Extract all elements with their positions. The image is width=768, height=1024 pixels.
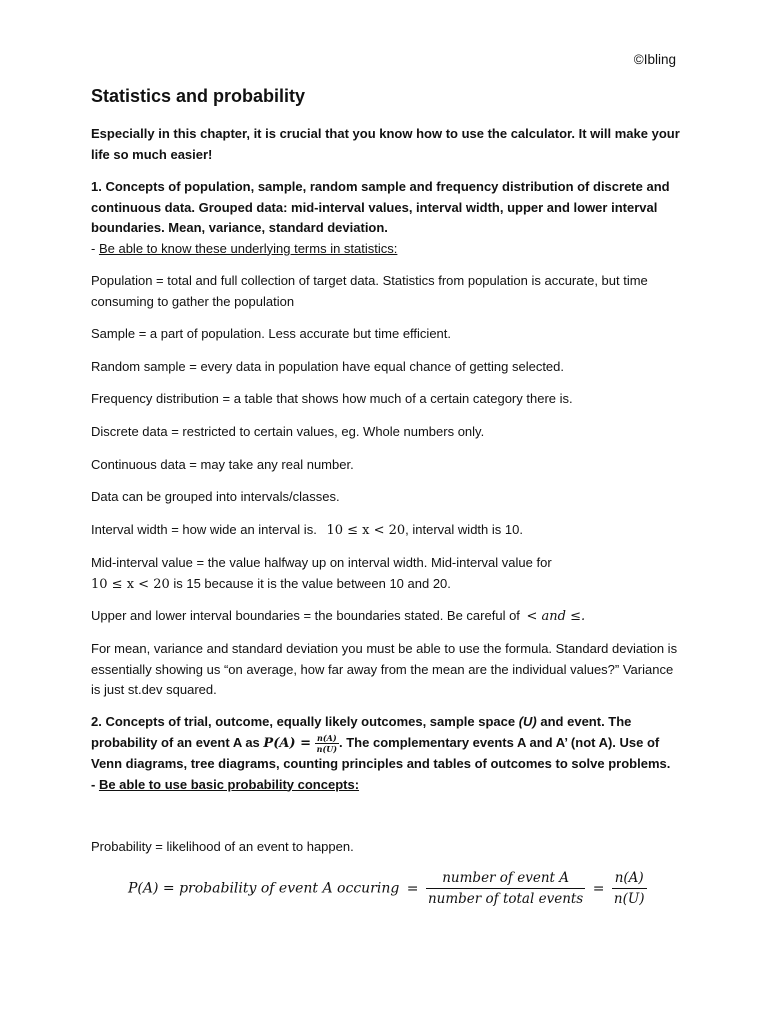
section1-block: 1. Concepts of population, sample, random sample and frequency distribution of discrete and continuous data. Grouped data: mid-interval values, interval width, upper and lower interval boundaries. Mean, variance, standard deviation. - Be able to know these underlying terms in statistics: <box>91 179 670 256</box>
formula-fraction-symbols-numerator: n(A) <box>612 868 647 889</box>
continuous-data-definition: Continuous data = may take any real number. <box>91 457 354 472</box>
sample-definition: Sample = a part of population. Less accurate but time efficient. <box>91 326 452 341</box>
mean-variance-paragraph: For mean, variance and standard deviation you must be able to use the formula. Standard deviation is essentially showing us “on average, how far away from the mean are the individual values?” Variance is just st.dev squared. <box>91 641 678 697</box>
population-definition: Population = total and full collection of target data. Statistics from population is accurate, but time consuming to gather the population <box>91 273 648 309</box>
sample-space-symbol: (U) <box>518 714 537 729</box>
formula-fraction-words-numerator: number of event A <box>426 868 585 889</box>
mid-interval-tail: is 15 because it is the value between 10 and 20. <box>173 575 451 591</box>
grouped-data-note: Data can be grouped into intervals/classes. <box>91 489 340 504</box>
interval-boundaries-definition <box>91 606 681 628</box>
mid-interval-math: 10 ≤ x < 20 <box>91 576 170 592</box>
section1-subheading: Be able to know these underlying terms in statistics: <box>98 240 398 256</box>
inline-probability-fraction <box>315 733 339 754</box>
formula-fraction-words-denominator: number of total events <box>427 891 584 907</box>
mid-interval-definition <box>91 553 681 595</box>
section2-heading-a: 2. Concepts of trial, outcome, equally likely outcomes, sample space <box>91 714 516 729</box>
intro-paragraph: Especially in this chapter, it is crucial that you know how to use the calculator. It will make your life so much easier! <box>91 126 680 162</box>
probability-symbol: P(A) = <box>263 735 312 751</box>
formula-lhs: P(A) = probability of event A occuring <box>128 880 400 897</box>
inline-fraction-numerator: n(A) <box>315 733 339 744</box>
probability-definition: Probability = likelihood of an event to happen. <box>91 839 354 854</box>
random-sample-definition: Random sample = every data in population have equal chance of getting selected. <box>91 359 565 374</box>
interval-width-text: Interval width = how wide an interval is. <box>91 522 317 537</box>
interval-width-definition <box>91 520 681 542</box>
page-title: Statistics and probability <box>91 86 306 106</box>
boundaries-text: Upper and lower interval boundaries = the boundaries stated. Be careful of <box>91 608 520 623</box>
interval-width-math: 10 ≤ x < 20 <box>326 523 406 538</box>
probability-formula: P(A) = probability of event A occuring = $\frac{\text{number of event A}}{\text{number of total events}}$ = $\frac{n(A)}{n(U)}$ <box>128 870 645 907</box>
formula-fraction-symbols <box>612 868 647 909</box>
discrete-data-definition: Discrete data = restricted to certain values, eg. Whole numbers only. <box>91 424 485 439</box>
mid-interval-text: Mid-interval value = the value halfway up on interval width. Mid-interval value for <box>91 555 552 570</box>
frequency-distribution-definition: Frequency distribution = a table that shows how much of a certain category there is. <box>91 391 573 406</box>
boundaries-math: < and ≤. <box>526 609 586 624</box>
section2-subheading: Be able to use basic probability concepts: <box>98 776 360 792</box>
section2-block: 2. Concepts of trial, outcome, equally likely outcomes, sample space (U) and event. The probability of an event A as P(A) = $\frac{n(A)}{n(U)}$ . The complementary events A and A’ (not A). Use of Venn diagrams, tree diagrams, counting principles and tables of outcomes to solve problems. - Be able to use basic probability concepts: <box>91 714 671 792</box>
inline-fraction-denominator: n(U) <box>316 743 338 754</box>
formula-fraction-symbols-denominator: n(U) <box>613 891 645 907</box>
copyright-notice: ©Ibling <box>633 52 676 67</box>
formula-fraction-words <box>426 868 585 909</box>
interval-width-tail: , interval width is 10. <box>405 522 523 537</box>
section2-heading-b: and event. The probability of an event A as <box>91 714 632 750</box>
section1-heading: 1. Concepts of population, sample, random sample and frequency distribution of discrete and continuous data. Grouped data: mid-interval values, interval width, upper and lower interval boundaries. Mean, variance, standard deviation. <box>91 179 670 235</box>
section2-heading-c: . The complementary events A and A’ (not A). Use of Venn diagrams, tree diagrams, counting principles and tables of outcomes to solve problems. <box>91 734 671 771</box>
